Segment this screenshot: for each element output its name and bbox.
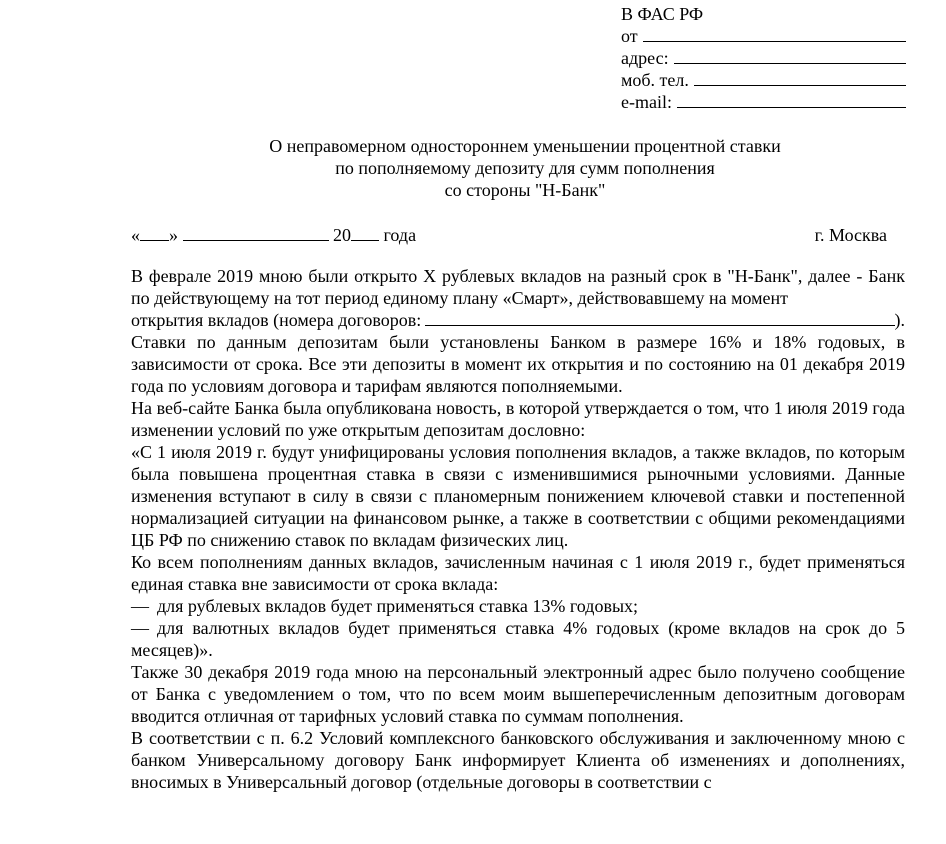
recipient: В ФАС РФ	[621, 4, 704, 24]
paragraph-deposits-opened: В феврале 2019 мною были открыто Х рублевых вкладов на разный срок в "Н-Банк", далее - Банк по действующему на тот период единому плану «Смарт», действовавшему на момент	[131, 266, 905, 308]
email-line	[621, 91, 906, 113]
from-blank	[643, 27, 906, 42]
phone-label: моб. тел.	[621, 70, 689, 90]
month-blank	[183, 226, 329, 241]
paragraph-rates: Ставки по данным депозитам были установлены Банком в размере 16% и 18% годовых, в зависимости от срока. Все эти депозиты в момент их открытия и по состоянию на 01 декабря 2019 года по условиям договора и тарифам являются пополняемыми.	[131, 332, 905, 396]
document-title	[0, 135, 946, 201]
date-open-quote: «	[131, 225, 140, 245]
quote-bullet-rub	[131, 595, 905, 617]
quote-bullet-rub-text: для рублевых вкладов будет применяться ставка 13% годовых;	[157, 596, 639, 616]
address-line	[621, 47, 906, 69]
recipient-line	[621, 3, 906, 25]
title-line-1: О неправомерном одностороннем уменьшении процентной ставки	[269, 136, 781, 156]
year-blank	[351, 226, 379, 241]
paragraph-email-notice: Также 30 декабря 2019 года мною на персональный электронный адрес было получено сообщение от Банка с уведомлением о том, что по всем моим вышеперечисленным депозитным договорам вводится отличная от тарифных условий ставка по суммам пополнения.	[131, 662, 905, 726]
dash-mark: —	[131, 596, 149, 616]
phone-line	[621, 69, 906, 91]
contract-numbers-end: ).	[894, 310, 905, 330]
contract-numbers-label: открытия вкладов (номера договоров:	[131, 310, 422, 330]
date-close-quote: »	[169, 225, 178, 245]
dash-mark: —	[131, 618, 149, 638]
quote-paragraph-2: Ко всем пополнениям данных вкладов, зачисленным начиная с 1 июля 2019 г., будет применяться единая ставка вне зависимости от срока вклада:	[131, 552, 905, 594]
from-line	[621, 25, 906, 47]
date-line	[131, 224, 887, 246]
from-label: от	[621, 26, 638, 46]
contract-numbers-line	[131, 309, 905, 331]
year-word: года	[383, 225, 417, 245]
email-blank	[677, 93, 906, 108]
quote-bullet-fx	[131, 617, 905, 661]
paragraph-website-news: На веб-сайте Банка была опубликована новость, в которой утверждается о том, что 1 июля 2019 года изменении условий по уже открытым депозитам дословно:	[131, 398, 905, 440]
phone-blank	[694, 71, 906, 86]
address-label: адрес:	[621, 48, 669, 68]
title-line-2: по пополняемому депозиту для сумм пополнения	[335, 158, 715, 178]
address-blank	[674, 49, 906, 64]
quote-paragraph-1: «С 1 июля 2019 г. будут унифицированы условия пополнения вкладов, а также вкладов, по которым была повышена процентная ставка в связи с изменившимися рыночными условиями. Данные изменения вступают в силу в связи с планомерным понижением ключевой ставки и постепенной нормализацией ситуации на финансовом рынке, а также в соответствии с общими рекомендациями ЦБ РФ по снижению ставок по вкладам физических лиц.	[131, 442, 905, 550]
city: г. Москва	[814, 225, 887, 245]
paragraph-terms-reference: В соответствии с п. 6.2 Условий комплексного банковского обслуживания и заключенному мною с банком Универсальному договору Банк информирует Клиента об изменениях и дополнениях, вносимых в Универсальный договор (отдельные договоры в соответствии с	[131, 728, 905, 792]
title-line-3: со стороны "Н-Банк"	[444, 180, 606, 200]
quote-bullet-fx-text: для валютных вкладов будет применяться ставка 4% годовых (кроме вкладов на срок до 5 месяцев)».	[131, 618, 905, 660]
year-century: 20	[333, 225, 351, 245]
contract-numbers-blank	[425, 311, 894, 326]
day-blank	[140, 226, 169, 241]
addressee-block	[621, 3, 906, 113]
email-label: e-mail:	[621, 92, 672, 112]
letter-body	[131, 265, 905, 793]
